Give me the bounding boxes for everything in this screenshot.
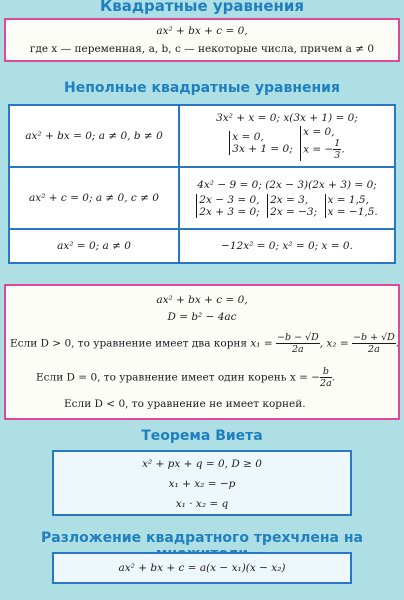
case-no-roots: Если D < 0, то уравнение не имеет корней.: [64, 398, 306, 410]
example-text: 3x² + x = 0; x(3x + 1) = 0;: [216, 111, 358, 124]
example-cell: [179, 167, 395, 229]
page-title: Квадратные уравнения: [99, 0, 305, 15]
example-cell: −12x² = 0; x² = 0; x = 0.: [179, 229, 395, 263]
intro-box: [4, 18, 400, 62]
factor-box: [52, 552, 352, 584]
system-line: x = 0,: [303, 125, 335, 138]
system-line: x = 0,: [232, 131, 264, 143]
vieta-equation: x² + px + q = 0, D ≥ 0: [142, 458, 262, 470]
discriminant-box: [4, 284, 400, 420]
fraction: $\frac{-b - √D}{2a}$: [277, 332, 319, 355]
factor-formula: ax² + bx + c = a(x − x₁)(x − x₂): [118, 562, 286, 574]
intro-description: где x — переменная, a, b, c — некоторые числа, причем a ≠ 0: [29, 43, 375, 55]
table-row: [9, 105, 395, 167]
table-row: [9, 167, 395, 229]
system: x = 1,5, x = −1,5.: [325, 194, 378, 218]
case-one-root: Если D = 0, то уравнение имеет один корень x = − $\frac{b}{2a}$ .: [36, 366, 336, 389]
fraction: $\frac{1}{3}$: [334, 137, 341, 161]
form-cell: ax² = 0; a ≠ 0: [9, 229, 179, 263]
factor-heading: Разложение квадратного трехчлена на: [41, 530, 363, 546]
form-cell: ax² + bx = 0; a ≠ 0, b ≠ 0: [9, 105, 179, 167]
example-text: 4x² − 9 = 0; (2x − 3)(2x + 3) = 0;: [197, 178, 377, 191]
vieta-product: x₁ · x₂ = q: [175, 498, 229, 510]
form-cell: ax² + c = 0; a ≠ 0, c ≠ 0: [9, 167, 179, 229]
general-equation: ax² + bx + c = 0,: [156, 294, 248, 306]
system: 2x − 3 = 0, 2x + 3 = 0;: [196, 194, 259, 218]
system: [229, 131, 292, 155]
system: 2x = 3, 2x = −3;: [267, 194, 317, 218]
vieta-box: [52, 450, 352, 516]
table-row: [9, 229, 395, 263]
incomplete-table: [8, 104, 396, 264]
fraction: $\frac{-b + √D}{2a}$: [353, 332, 395, 355]
vieta-heading: Теорема Виета: [141, 428, 263, 444]
intro-equation: ax² + bx + c = 0,: [156, 25, 248, 37]
vieta-sum: x₁ + x₂ = −p: [168, 478, 236, 490]
incomplete-heading: Неполные квадратные уравнения: [64, 80, 340, 96]
system-line: 3x + 1 = 0;: [232, 143, 293, 155]
system: x = 0, x = − $\frac{1}{3}$ .: [300, 126, 345, 161]
system-line: x = −: [303, 143, 334, 155]
fraction: $\frac{b}{2a}$: [320, 366, 332, 389]
case-two-roots: Если D > 0, то уравнение имеет два корня x₁ = $\frac{-b - √D}{2a}$ , x₂ = $\frac{-b + √D}{2a}$ .: [10, 332, 400, 355]
example-cell: [179, 105, 395, 167]
discriminant-formula: D = b² − 4ac: [167, 311, 237, 323]
